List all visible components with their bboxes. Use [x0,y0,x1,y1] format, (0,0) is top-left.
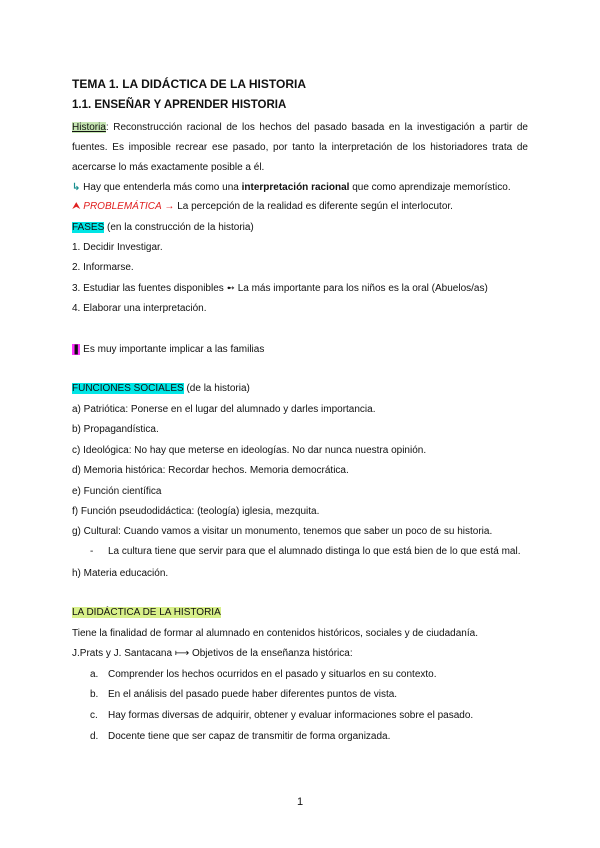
dash-marker: - [90,546,94,557]
fases-heading-line [72,221,528,234]
definition-line-1 [72,121,528,134]
objective-marker: c. [90,710,98,721]
didactica-heading-line [72,606,528,619]
note-post: que como aprendizaje memorístico. [349,182,511,193]
note-line [72,181,528,194]
return-arrow-icon: ↳ [72,182,81,193]
fases-item: 4. Elaborar una interpretación. [72,303,207,314]
funciones-item: a) Patriótica: Ponerse en el lugar del alumnado y darles importancia. [72,404,376,415]
section-heading: 1.1. ENSEÑAR Y APRENDER HISTORIA [72,99,287,111]
didactica-intro: Tiene la finalidad de formar al alumnado en contenidos históricos, sociales y de ciudadanía. [72,628,478,639]
objective-text: Hay formas diversas de adquirir, obtener y evaluar informaciones sobre el pasado. [108,710,474,721]
fases-item: 2. Informarse. [72,262,134,273]
funciones-item: c) Ideológica: No hay que meterse en ideologías. No dar nunca nuestra opinión. [72,445,427,456]
funciones-subitem-text: La cultura tiene que servir para que el alumnado distinga lo que está bien de lo que está mal. [108,546,521,557]
objective-marker: a. [90,669,99,680]
funciones-item: g) Cultural: Cuando vamos a visitar un monumento, tenemos que saber un poco de su historia. [72,526,493,537]
fases-item: 1. Decidir Investigar. [72,242,163,253]
problem-text: La percepción de la realidad es diferente según el interlocutor. [177,201,453,212]
funciones-subitem [90,545,546,558]
objective-item [90,688,546,701]
funciones-item: b) Propagandística. [72,424,159,435]
document-title: TEMA 1. LA DIDÁCTICA DE LA HISTORIA [72,77,306,91]
funciones-subtitle: (de la historia) [183,383,250,394]
bullet-marker-icon: ❚ [72,344,81,355]
objective-item [90,730,546,743]
familias-text: Es muy importante implicar a las familias [83,344,265,355]
definition-text-1: : Reconstrucción racional de los hechos del pasado basada en la investigación a partir de [105,122,528,133]
objective-text: Docente tiene que ser capaz de transmitir de forma organizada. [108,731,391,742]
funciones-item: e) Función científica [72,486,162,497]
funciones-heading-line [72,382,528,395]
objective-item [90,709,546,722]
funciones-item: f) Función pseudodidáctica: (teología) iglesia, mezquita. [72,506,320,517]
objective-text: Comprender los hechos ocurridos en el pasado y situarlos en su contexto. [108,669,437,680]
fases-subtitle: (en la construcción de la historia) [104,222,254,233]
didactica-authors: J.Prats y J. Santacana ⟼ Objetivos de la enseñanza histórica: [72,648,353,659]
page-number: 1 [296,796,304,808]
funciones-heading: FUNCIONES SOCIALES [72,383,184,394]
definition-line-3: acercarse lo más exactamente posible a él. [72,162,265,173]
objective-marker: b. [90,689,99,700]
right-arrow-icon: → [164,201,175,212]
objective-text: En el análisis del pasado puede haber diferentes puntos de vista. [108,689,398,700]
note-pre: Hay que entenderla más como una [83,182,242,193]
funciones-item: h) Materia educación. [72,568,169,579]
didactica-heading: LA DIDÁCTICA DE LA HISTORIA [72,607,221,618]
problem-line [72,200,528,213]
funciones-item: d) Memoria histórica: Recordar hechos. Memoria democrática. [72,465,349,476]
note-bold: interpretación racional [241,182,350,193]
problem-label: PROBLEMÁTICA [83,201,162,212]
definition-term: Historia [72,122,106,133]
familias-line [72,343,528,356]
warning-arrow-icon: ⮝ [72,201,81,212]
definition-line-2: fuentes. Es imposible recrear ese pasado, por tanto la interpretación de los historiadores trata de [72,142,528,153]
fases-item: 3. Estudiar las fuentes disponibles ➻ La más importante para los niños es la oral (Abuelos/as) [72,283,488,294]
objective-item [90,668,546,681]
fases-heading: FASES [72,222,105,233]
objective-marker: d. [90,731,99,742]
